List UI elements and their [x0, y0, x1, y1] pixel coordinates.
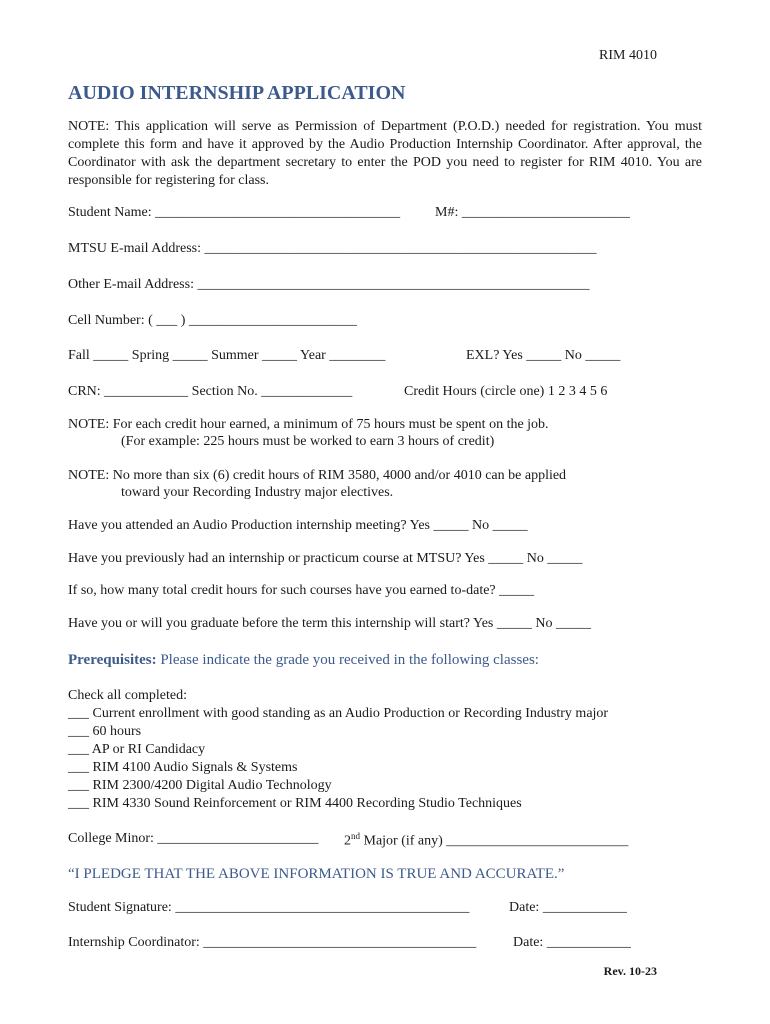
- prereq-item-candidacy[interactable]: ___ AP or RI Candidacy: [68, 742, 206, 757]
- term-field[interactable]: Fall _____ Spring _____ Summer _____ Year ________: [68, 348, 386, 363]
- prereq-item-rim4100[interactable]: ___ RIM 4100 Audio Signals & Systems: [68, 760, 298, 775]
- student-date-field[interactable]: Date: ____________: [509, 900, 627, 915]
- intro-note: NOTE: This application will serve as Permission of Department (P.O.D.) needed for registration. You must complete this form and have it approved by the Audio Production Internship Coordinator. After approval, the Coordinator with ask the department secretary to enter the POD you need to register for RIM 4010. You are responsible for registering for class.: [68, 119, 702, 188]
- m-number-field[interactable]: M#: ________________________: [435, 205, 630, 220]
- prereq-item-rim4330[interactable]: ___ RIM 4330 Sound Reinforcement or RIM 4400 Recording Studio Techniques: [68, 796, 522, 811]
- prerequisites-heading: [68, 652, 539, 669]
- question-meeting[interactable]: Have you attended an Audio Production internship meeting? Yes _____ No _____: [68, 518, 528, 533]
- prereq-item-enrollment[interactable]: ___ Current enrollment with good standing as an Audio Production or Recording Industry major: [68, 706, 609, 721]
- credit-hours-field[interactable]: Credit Hours (circle one) 1 2 3 4 5 6: [404, 384, 608, 399]
- coordinator-signature-field[interactable]: Internship Coordinator: _______________________________________: [68, 935, 477, 950]
- exl-field[interactable]: EXL? Yes _____ No _____: [466, 348, 621, 363]
- note-electives-cont: toward your Recording Industry major electives.: [121, 485, 394, 500]
- prereq-item-rim2300[interactable]: ___ RIM 2300/4200 Digital Audio Technology: [68, 778, 332, 793]
- student-name-field[interactable]: Student Name: ___________________________________: [68, 205, 401, 220]
- page-title: AUDIO INTERNSHIP APPLICATION: [68, 82, 406, 104]
- course-code: RIM 4010: [599, 48, 657, 63]
- mtsu-email-field[interactable]: MTSU E-mail Address: ________________________________________________________: [68, 241, 597, 256]
- check-all-label: Check all completed:: [68, 688, 187, 703]
- revision-label: Rev. 10-23: [603, 964, 657, 978]
- question-credit-hours-earned[interactable]: If so, how many total credit hours for such courses have you earned to-date? _____: [68, 583, 535, 598]
- prereq-item-60-hours[interactable]: ___ 60 hours: [68, 724, 142, 739]
- other-email-field[interactable]: Other E-mail Address: ________________________________________________________: [68, 277, 590, 292]
- prerequisites-text: Please indicate the grade you received in the following classes:: [160, 652, 539, 668]
- note-electives: NOTE: No more than six (6) credit hours of RIM 3580, 4000 and/or 4010 can be applied: [68, 468, 567, 483]
- cell-number-field[interactable]: Cell Number: ( ___ ) ________________________: [68, 313, 357, 328]
- college-minor-field[interactable]: College Minor: _______________________: [68, 831, 319, 846]
- coordinator-date-field[interactable]: Date: ____________: [513, 935, 631, 950]
- pledge-statement: “I PLEDGE THAT THE ABOVE INFORMATION IS TRUE AND ACCURATE.”: [68, 866, 565, 882]
- question-previous-internship[interactable]: Have you previously had an internship or practicum course at MTSU? Yes _____ No _____: [68, 551, 583, 566]
- question-graduate[interactable]: Have you or will you graduate before the term this internship will start? Yes _____ No _____: [68, 616, 591, 631]
- second-major-field[interactable]: 2nd Major (if any) __________________________: [344, 831, 629, 849]
- note-credit-example: (For example: 225 hours must be worked to earn 3 hours of credit): [121, 434, 495, 449]
- crn-section-field[interactable]: CRN: ____________ Section No. _____________: [68, 384, 353, 399]
- prerequisites-label: Prerequisites:: [68, 652, 157, 668]
- student-signature-field[interactable]: Student Signature: __________________________________________: [68, 900, 470, 915]
- note-credit-hours: NOTE: For each credit hour earned, a minimum of 75 hours must be spent on the job.: [68, 417, 549, 432]
